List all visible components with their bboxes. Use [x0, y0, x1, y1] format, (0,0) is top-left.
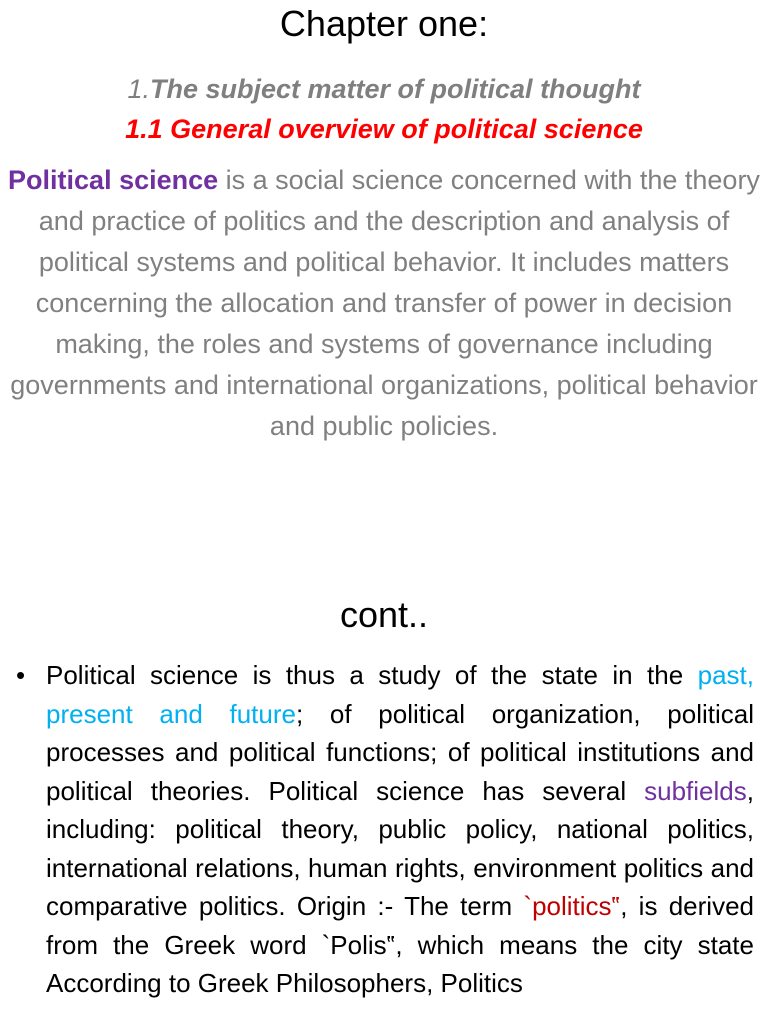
- bullet-list: [14, 656, 754, 1003]
- bullet-text-1: Political science is thus a study of the state in the: [46, 660, 698, 690]
- subtitle-number: 1.: [127, 74, 150, 104]
- bullet-text-4: , is derived from the Greek word `Polis‟, which means the city state According to Greek Philosophers, Politics: [46, 891, 754, 998]
- slide-cont: [0, 560, 768, 1024]
- slide-title: Chapter one:: [279, 3, 489, 44]
- paragraph-text: is a social science concerned with the theory and practice of politics and the description and analysis of political systems and political behavior. It includes matters concerning the allocation and transfer of power in decision making, the roles and systems of governance including governments and international organizations, political behavior and public policies.: [10, 165, 760, 441]
- subtitle-text: The subject matter of political thought: [150, 74, 641, 104]
- list-item: [14, 656, 754, 1003]
- term-highlight: Political science: [8, 165, 219, 195]
- highlight-subfields: subfields: [644, 775, 747, 806]
- subtitle: [0, 72, 768, 106]
- highlight-politics-term: `politics‟: [523, 891, 621, 921]
- overview-paragraph: [6, 160, 762, 447]
- highlight-past-present-future: past, present and future: [46, 660, 754, 729]
- slide-title: cont..: [339, 594, 429, 635]
- bullet-text-3: , including: political theory, public policy, national politics, international relations, human rights, environment politics and comparative politics. Origin :- The term: [46, 775, 754, 921]
- bullet-icon: •: [16, 660, 26, 690]
- bullet-text-2: ; of political organization, political processes and political functions; of political institutions and political theories. Political science has several: [46, 698, 754, 806]
- section-heading: 1.1 General overview of political science: [125, 114, 643, 144]
